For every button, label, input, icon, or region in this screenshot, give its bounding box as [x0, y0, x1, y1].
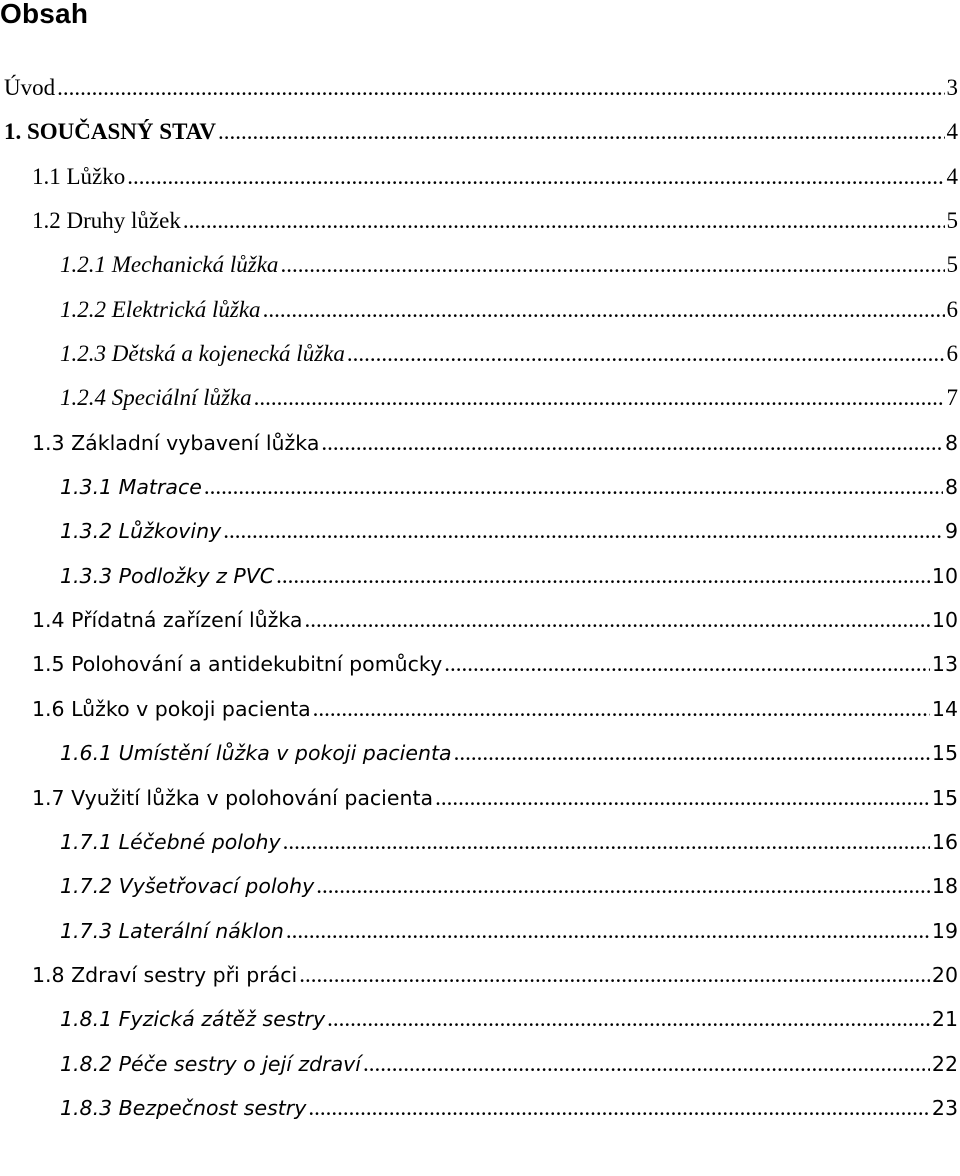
dot-leader: [204, 465, 943, 509]
toc-entry-title: 1.7.2 Vyšetřovací polohy: [60, 874, 315, 899]
toc-entry[interactable]: [0, 687, 960, 731]
toc-entry[interactable]: [0, 509, 960, 553]
toc-entry-title: 1.1 Lůžko: [32, 163, 126, 189]
dot-leader: [304, 598, 929, 642]
dot-leader: [363, 1042, 930, 1086]
toc-entry-title: 1.8 Zdraví sestry při práci: [32, 962, 298, 987]
toc-entry-page-number: 10: [931, 608, 958, 633]
toc-entry-page-number: 16: [931, 829, 958, 854]
toc-entry-title: 1.7 Využití lůžka v polohování pacienta: [32, 785, 434, 810]
toc-entry[interactable]: [0, 953, 960, 997]
dot-leader: [276, 554, 930, 598]
dot-leader: [127, 155, 944, 199]
toc-entry[interactable]: [0, 598, 960, 642]
toc-entry-page-number: 19: [931, 918, 958, 943]
toc-entry-page-number: 5: [946, 252, 958, 278]
toc-entry[interactable]: [0, 731, 960, 775]
toc-entry-title: 1.2.4 Speciální lůžka: [60, 385, 252, 411]
toc-entry[interactable]: [0, 199, 960, 243]
dot-leader: [223, 509, 943, 553]
toc-entry-title: 1.5 Polohování a antidekubitní pomůcky: [32, 652, 443, 677]
toc-entry-title: 1.4 Přídatná zařízení lůžka: [32, 608, 303, 633]
toc-entry[interactable]: [0, 155, 960, 199]
toc-entry-page-number: 22: [931, 1051, 958, 1076]
toc-entry-page-number: 14: [931, 696, 958, 721]
toc-entry-page-number: 4: [946, 119, 958, 145]
dot-leader: [313, 687, 930, 731]
toc-entry-page-number: 18: [931, 874, 958, 899]
toc-entry-title: 1.8.2 Péče sestry o její zdraví: [60, 1051, 362, 1076]
dot-leader: [286, 909, 930, 953]
toc-entry-page-number: 23: [931, 1095, 958, 1120]
toc-entry-title: 1.2.3 Dětská a kojenecká lůžka: [60, 341, 345, 367]
toc-entry-page-number: 15: [931, 741, 958, 766]
dot-leader: [454, 731, 930, 775]
toc-entry-page-number: 3: [946, 75, 958, 100]
toc-entry-title: 1.2 Druhy lůžek: [32, 208, 181, 234]
toc-entry-title: 1. SOUČASNÝ STAV: [4, 119, 216, 145]
toc-entry[interactable]: [0, 465, 960, 509]
toc-entry[interactable]: [0, 909, 960, 953]
toc-entry-title: 1.8.3 Bezpečnost sestry: [60, 1095, 307, 1120]
dot-leader: [254, 376, 945, 420]
toc-entry-page-number: 7: [946, 385, 958, 411]
page-title: Obsah: [0, 0, 89, 29]
toc-entry-page-number: 20: [931, 962, 958, 987]
dot-leader: [327, 997, 930, 1041]
table-of-contents: [0, 66, 960, 1130]
toc-entry-page-number: 13: [931, 652, 958, 677]
toc-entry-page-number: 8: [944, 430, 958, 455]
toc-entry[interactable]: [0, 642, 960, 686]
dot-leader: [218, 110, 945, 154]
toc-entry-page-number: 8: [944, 475, 958, 500]
toc-entry-title: 1.3 Základní vybavení lůžka: [32, 430, 320, 455]
toc-entry[interactable]: [0, 421, 960, 465]
toc-entry[interactable]: [0, 376, 960, 420]
dot-leader: [435, 776, 930, 820]
toc-entry-page-number: 10: [931, 563, 958, 588]
toc-entry-title: 1.7.1 Léčebné polohy: [60, 829, 281, 854]
dot-leader: [444, 642, 930, 686]
toc-entry-title: 1.8.1 Fyzická zátěž sestry: [60, 1007, 326, 1032]
toc-entry[interactable]: [0, 864, 960, 908]
toc-entry-title: 1.7.3 Laterální náklon: [60, 918, 284, 943]
dot-leader: [308, 1086, 930, 1130]
toc-entry[interactable]: [0, 243, 960, 287]
toc-entry[interactable]: [0, 1042, 960, 1086]
dot-leader: [299, 953, 930, 997]
toc-entry-title: Úvod: [4, 75, 56, 100]
toc-entry-title: 1.6.1 Umístění lůžka v pokoji pacienta: [60, 741, 452, 766]
toc-entry-title: 1.3.3 Podložky z PVC: [60, 563, 275, 588]
toc-entry-page-number: 6: [946, 341, 958, 367]
dot-leader: [316, 864, 930, 908]
toc-entry-page-number: 6: [946, 296, 958, 322]
toc-entry-title: 1.3.1 Matrace: [60, 475, 202, 500]
toc-entry-title: 1.3.2 Lůžkoviny: [60, 519, 222, 544]
toc-entry-title: 1.2.1 Mechanická lůžka: [60, 252, 279, 278]
toc-entry[interactable]: [0, 820, 960, 864]
toc-entry[interactable]: [0, 1086, 960, 1130]
toc-entry[interactable]: [0, 554, 960, 598]
toc-entry-page-number: 9: [944, 519, 958, 544]
toc-entry[interactable]: [0, 332, 960, 376]
dot-leader: [263, 288, 945, 332]
toc-entry[interactable]: [0, 288, 960, 332]
dot-leader: [321, 421, 943, 465]
dot-leader: [57, 66, 944, 110]
dot-leader: [283, 820, 930, 864]
toc-entry-page-number: 4: [946, 163, 958, 189]
toc-entry-page-number: 21: [931, 1007, 958, 1032]
toc-entry[interactable]: [0, 66, 960, 110]
dot-leader: [280, 243, 944, 287]
toc-entry[interactable]: [0, 997, 960, 1041]
dot-leader: [183, 199, 945, 243]
toc-entry[interactable]: [0, 776, 960, 820]
toc-entry-title: 1.6 Lůžko v pokoji pacienta: [32, 696, 311, 721]
dot-leader: [347, 332, 945, 376]
toc-entry-page-number: 5: [946, 208, 958, 234]
toc-entry-page-number: 15: [931, 785, 958, 810]
toc-entry[interactable]: [0, 110, 960, 154]
toc-entry-title: 1.2.2 Elektrická lůžka: [60, 296, 261, 322]
